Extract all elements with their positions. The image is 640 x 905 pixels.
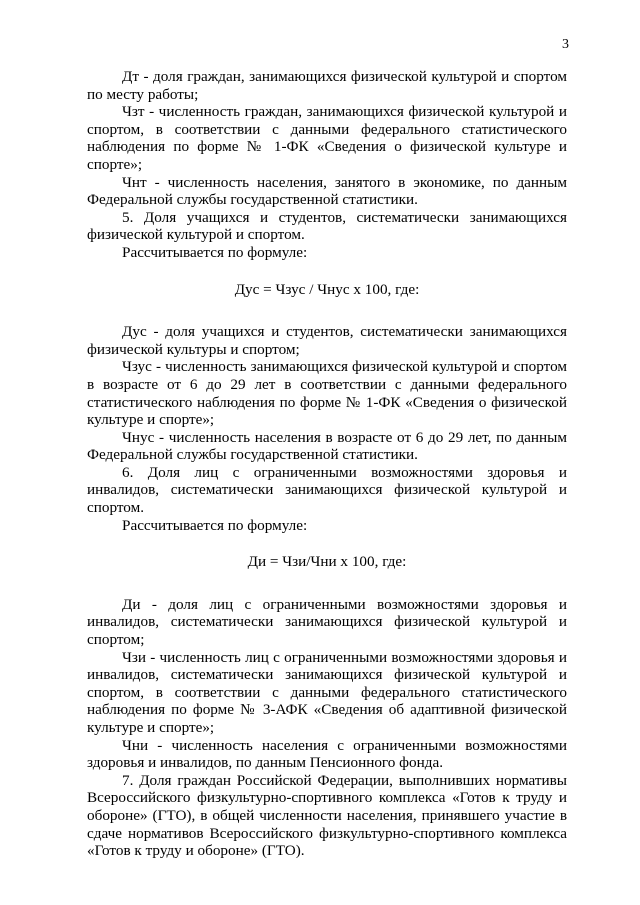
paragraph: Ди - доля лиц с ограниченными возможностями здоровья и инвалидов, систематически занимающихся физической культурой и спортом; xyxy=(87,595,567,649)
paragraph: Чзт - численность граждан, занимающихся физической культурой и спортом, в соответствии с данными федерального статистического наблюдения по форме № 1-ФК «Сведения о физической культуре и спорте»; xyxy=(87,103,567,173)
document-body xyxy=(87,68,567,860)
paragraph: Чзи - численность лиц с ограниченными возможностями здоровья и инвалидов, систематически занимающихся физической культурой и спортом, в соответствии с данными федерального статистического наблюдения по форме № 3-АФК «Сведения об адаптивной физической культуре и спорте»; xyxy=(87,648,567,736)
paragraph: 6. Доля лиц с ограниченными возможностями здоровья и инвалидов, систематически занимающихся физической культурой и спортом. xyxy=(87,463,567,517)
paragraph: 5. Доля учащихся и студентов, систематически занимающихся физической культурой и спортом. xyxy=(87,208,567,244)
formula: Ди = Чзи/Чни x 100, где: xyxy=(247,553,407,571)
paragraph: Чзус - численность занимающихся физической культурой и спортом в возрасте от 6 до 29 лет в соответствии с данными федерального статистического наблюдения по форме № 1-ФК «Сведения о физической культуре и спорте»; xyxy=(87,358,567,429)
paragraph: Чни - численность населения с ограниченными возможностями здоровья и инвалидов, по данным Пенсионного фонда. xyxy=(87,736,567,772)
paragraph: 7. Доля граждан Российской Федерации, выполнивших нормативы Всероссийского физкультурно-спортивного комплекса «Готов к труду и обороне» (ГТО), в общей численности населения, принявшего участие в сдаче нормативов Всероссийского физкультурно-спортивного комплекса «Готов к труду и обороне» (ГТО). xyxy=(87,771,567,860)
page-number: 3 xyxy=(562,37,569,52)
paragraph: Дт - доля граждан, занимающихся физической культурой и спортом по месту работы; xyxy=(87,68,567,103)
formula: Дус = Чзус / Чнус x 100, где: xyxy=(234,280,420,298)
paragraph: Чнт - численность населения, занятого в экономике, по данным Федеральной службы государственной статистики. xyxy=(87,173,567,209)
paragraph: Чнус - численность населения в возрасте от 6 до 29 лет, по данным Федеральной службы государственной статистики. xyxy=(87,428,567,464)
paragraph: Дус - доля учащихся и студентов, систематически занимающихся физической культуры и спортом; xyxy=(87,323,567,358)
paragraph: Рассчитывается по формуле: xyxy=(122,243,308,261)
paragraph: Рассчитывается по формуле: xyxy=(122,516,308,534)
